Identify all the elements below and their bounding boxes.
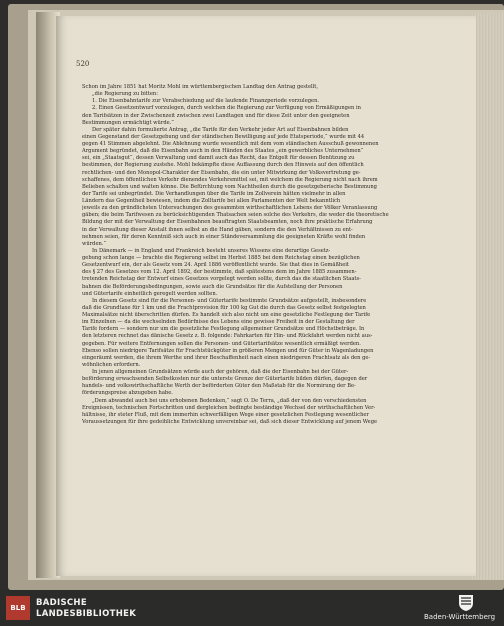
text-line: nehmen seien, für deren Kenntniß sich auch in einer Ständeversammlung die geeigneten Kräfte wohl finden: [82, 233, 366, 240]
text-line: in der Verwaltung dieser Anstalt ihnen selbst an die Hand gäben, sondern die den Verhältnissen zu ent-: [82, 226, 353, 233]
text-line: förderungspreise abzugeben habe.: [82, 390, 173, 397]
library-name: [36, 598, 136, 620]
text-line: Voraussetzungen für ihre gedeihliche Entwicklung unvereinbar sei, daß sich dieser Entwicklung auf jenem Wege: [82, 418, 378, 425]
text-line: einen Gegenstand der Gesetzgebung und der ständischen Bewilligung auf jede Etatsperiode,“ wurde mit 44: [82, 133, 365, 140]
library-name-line1: BADISCHE: [36, 598, 87, 608]
text-line: bestimmen, der Regierung zustehe. Mohl bekämpfte diese Auffassung durch den Hinweis auf den öffentlich: [82, 162, 364, 169]
text-line: Ländern das Gegentheil bewiesen, indem die Zolltarife bei allen Parlamenten der Welt bekanntlich: [82, 198, 341, 204]
text-line: In diesem Gesetz sind für die Personen- und Gütertarife bestimmte Grundsätze aufgestellt, insbesondere: [92, 297, 367, 304]
text-line: Ebenso sollen niedrigere Tarifsätze für Frachtstückgüter in größeren Mengen und für Güter in Wagenladungen: [82, 347, 374, 354]
blb-logo: BLB: [6, 596, 30, 620]
page-number: 520: [76, 60, 90, 68]
text-line: 2. Einen Gesetzentwurf vorzulegen, durch welchen die Regierung zur Verfügung von Ermäßigungen in: [92, 105, 361, 112]
text-line: gebung schon lange — brachte die Regierung selbst im Herbst 1885 bei dem Reichstag einen bezüglichen: [82, 255, 360, 261]
text-line: tretenden Reichstag der Entwurf eines Gesetzes vorgelegt werden sollte, durch das die staatlichen Staats-: [82, 276, 361, 283]
library-name-line2: LANDESBIBLIOTHEK: [36, 609, 137, 619]
text-line: würden.“: [82, 240, 107, 247]
text-line: Bestimmungen ermächtigt würde.“: [82, 119, 174, 126]
text-line: eingeräumt werden, die ihrem Werthe und ihrer Beschaffenheit nach einen niedrigeren Frachtsatz als den ge-: [82, 354, 371, 361]
text-line: daß die Grundtaxe für 1 km und die Frachtprovision für 100 kg Gut die durch das Gesetz selbst festgelegten: [82, 304, 366, 311]
text-line: In Dänemark — in England und Frankreich besteht unseres Wissens eine derartige Gesetz-: [92, 247, 331, 254]
text-line: gäben; die beim Tarifwesen zu berücksichtigenden Thatsachen seien solche des Verkehrs, die weder die theoretische: [82, 212, 389, 219]
text-line: „die Regierung zu bitten:: [92, 91, 158, 98]
page-text: [82, 84, 468, 426]
text-line: im Einzelnen — da die wechselnden Bedürfnisse des Lebens eine gewisse Freiheit in der Gestaltung der: [82, 319, 355, 326]
text-line: Argument begründet, daß die Eisenbahn auch in den Händen des Staates „ein gewerbliches Unternehmen“: [82, 148, 364, 155]
coat-of-arms-icon: [458, 594, 474, 612]
text-line: gegeben. Für weitere Entfernungen sollen die Personen- und Gütertarifsätze wesentlich ermäßigt werden.: [82, 340, 361, 347]
text-line: den letzteren rechnet das dänische Gesetz z. B. folgende: Fahrkarten für Hin- und Rückfahrt werden nicht aus-: [82, 333, 373, 340]
text-line: Tarife fordern — sondern nur um die gesetzliche Festlegung allgemeiner Grundsätze und Höchstbeträge. In: [82, 326, 365, 333]
text-line: Belieben schalten und walten könne. Die Befürchtung vom Nachtheilen durch die gesetzgeberische Bestimmung: [82, 183, 377, 190]
text-line: „Dem abwandel auch bei uns erhobenen Bedenken,“ sagt O. De Terra, „daß der von den verschiedensten: [92, 397, 367, 404]
text-line: bahnen die Beförderungsbedingungen, sowie auch die Grundsätze für die Aufstellung der Personen: [82, 283, 343, 290]
text-line: sei, ein „Staatsgut“, dessen Verwaltung und damit auch das Recht, das Entgelt für dessen Benützung zu: [82, 155, 355, 162]
text-line: des § 27 des Gesetzes vom 12. April 1892, der bestimmte, daß spätestens dem im Jahre 1885 zusammen-: [82, 269, 357, 276]
text-line: Ereignissen, technischen Fortschritten und dergleichen bedingte beständige Wechsel der wirthschaftlichen Ver-: [82, 404, 376, 411]
text-line: beförderung erwachsenden Selbstkosten nur die unterste Grenze der Gütertarife bilden dürfen, dagegen der: [82, 376, 368, 383]
text-line: der Tarife sei unbegründet. Die Verhandlungen über die Tarife im Zollverein hätten vielmehr in allen: [82, 190, 346, 197]
text-line: schaffenes, dem öffentlichen Verkehr dienendes Verkehrsmittel sei, mit welchem die Regierung nicht nach ihrem: [82, 176, 378, 183]
text-line: gegen 41 Stimmen abgelehnt. Die Ablehnung wurde wesentlich mit dem vom ständischen Ausschuß gewonnenen: [82, 141, 379, 147]
text-line: den Tarifsätzen in der Zwischenzeit zwischen zwei Landtagen und für diese Zeit unter den geeigneten: [82, 112, 350, 119]
text-line: hältnisse, ihr steter Fluß, mit dem immerhin schwerfälligen Wege einer gesetzlichen Festlegung wesentlicher: [82, 411, 369, 418]
text-line: Gesetzentwurf ein, der als Gesetz vom 24. April 1886 veröffentlicht wurde. Sie that dies in Gemäßheit: [82, 262, 349, 269]
text-line: und Gütertarife einheitlich geregelt werden sollten.: [82, 290, 218, 297]
text-line: 1. Die Eisenbahntarife zur Verabschiedung auf die laufende Finanzperiode vorzulegen.: [92, 98, 320, 105]
text-line: rechtlichen- und den Monopol-Charakter der Eisenbahn, die ein unter Mitwirkung der Volksvertretung ge-: [82, 169, 361, 176]
text-line: Maximalsätze nicht überschritten dürfen. Es handelt sich also nicht um eine gesetzliche Festlegung der Tarife: [82, 312, 371, 318]
text-line: handels- und volkswirthschaftliche Werth der beförderten Güter den Maßstab für die Normirung der Be-: [82, 383, 356, 390]
text-line: Schon im Jahre 1851 hat Moritz Mohl im württembergischen Landtag den Antrag gestellt,: [82, 84, 319, 90]
text-line: In jenen allgemeinen Grundsätzen würde auch der gehören, daß die der Eisenbahn bei der Güter-: [92, 369, 349, 375]
text-line: jeweils zu den gründlichsten Untersuchungen des gesammten wirthschaftlichen Lebens der Völker Veranlassung: [82, 205, 378, 212]
text-line: Der später dahin formulierte Antrag, „die Tarife für den Verkehr jeder Art auf Eisenbahnen bilden: [92, 126, 349, 133]
text-line: Bildung der mit der Verwaltung der Eisenbahnen beauftragten Staatsbeamten, noch ihre praktische Erfahrung: [82, 219, 373, 226]
state-label: Baden-Württemberg: [424, 613, 496, 621]
text-line: wöhnlichen erfordern.: [82, 361, 141, 368]
